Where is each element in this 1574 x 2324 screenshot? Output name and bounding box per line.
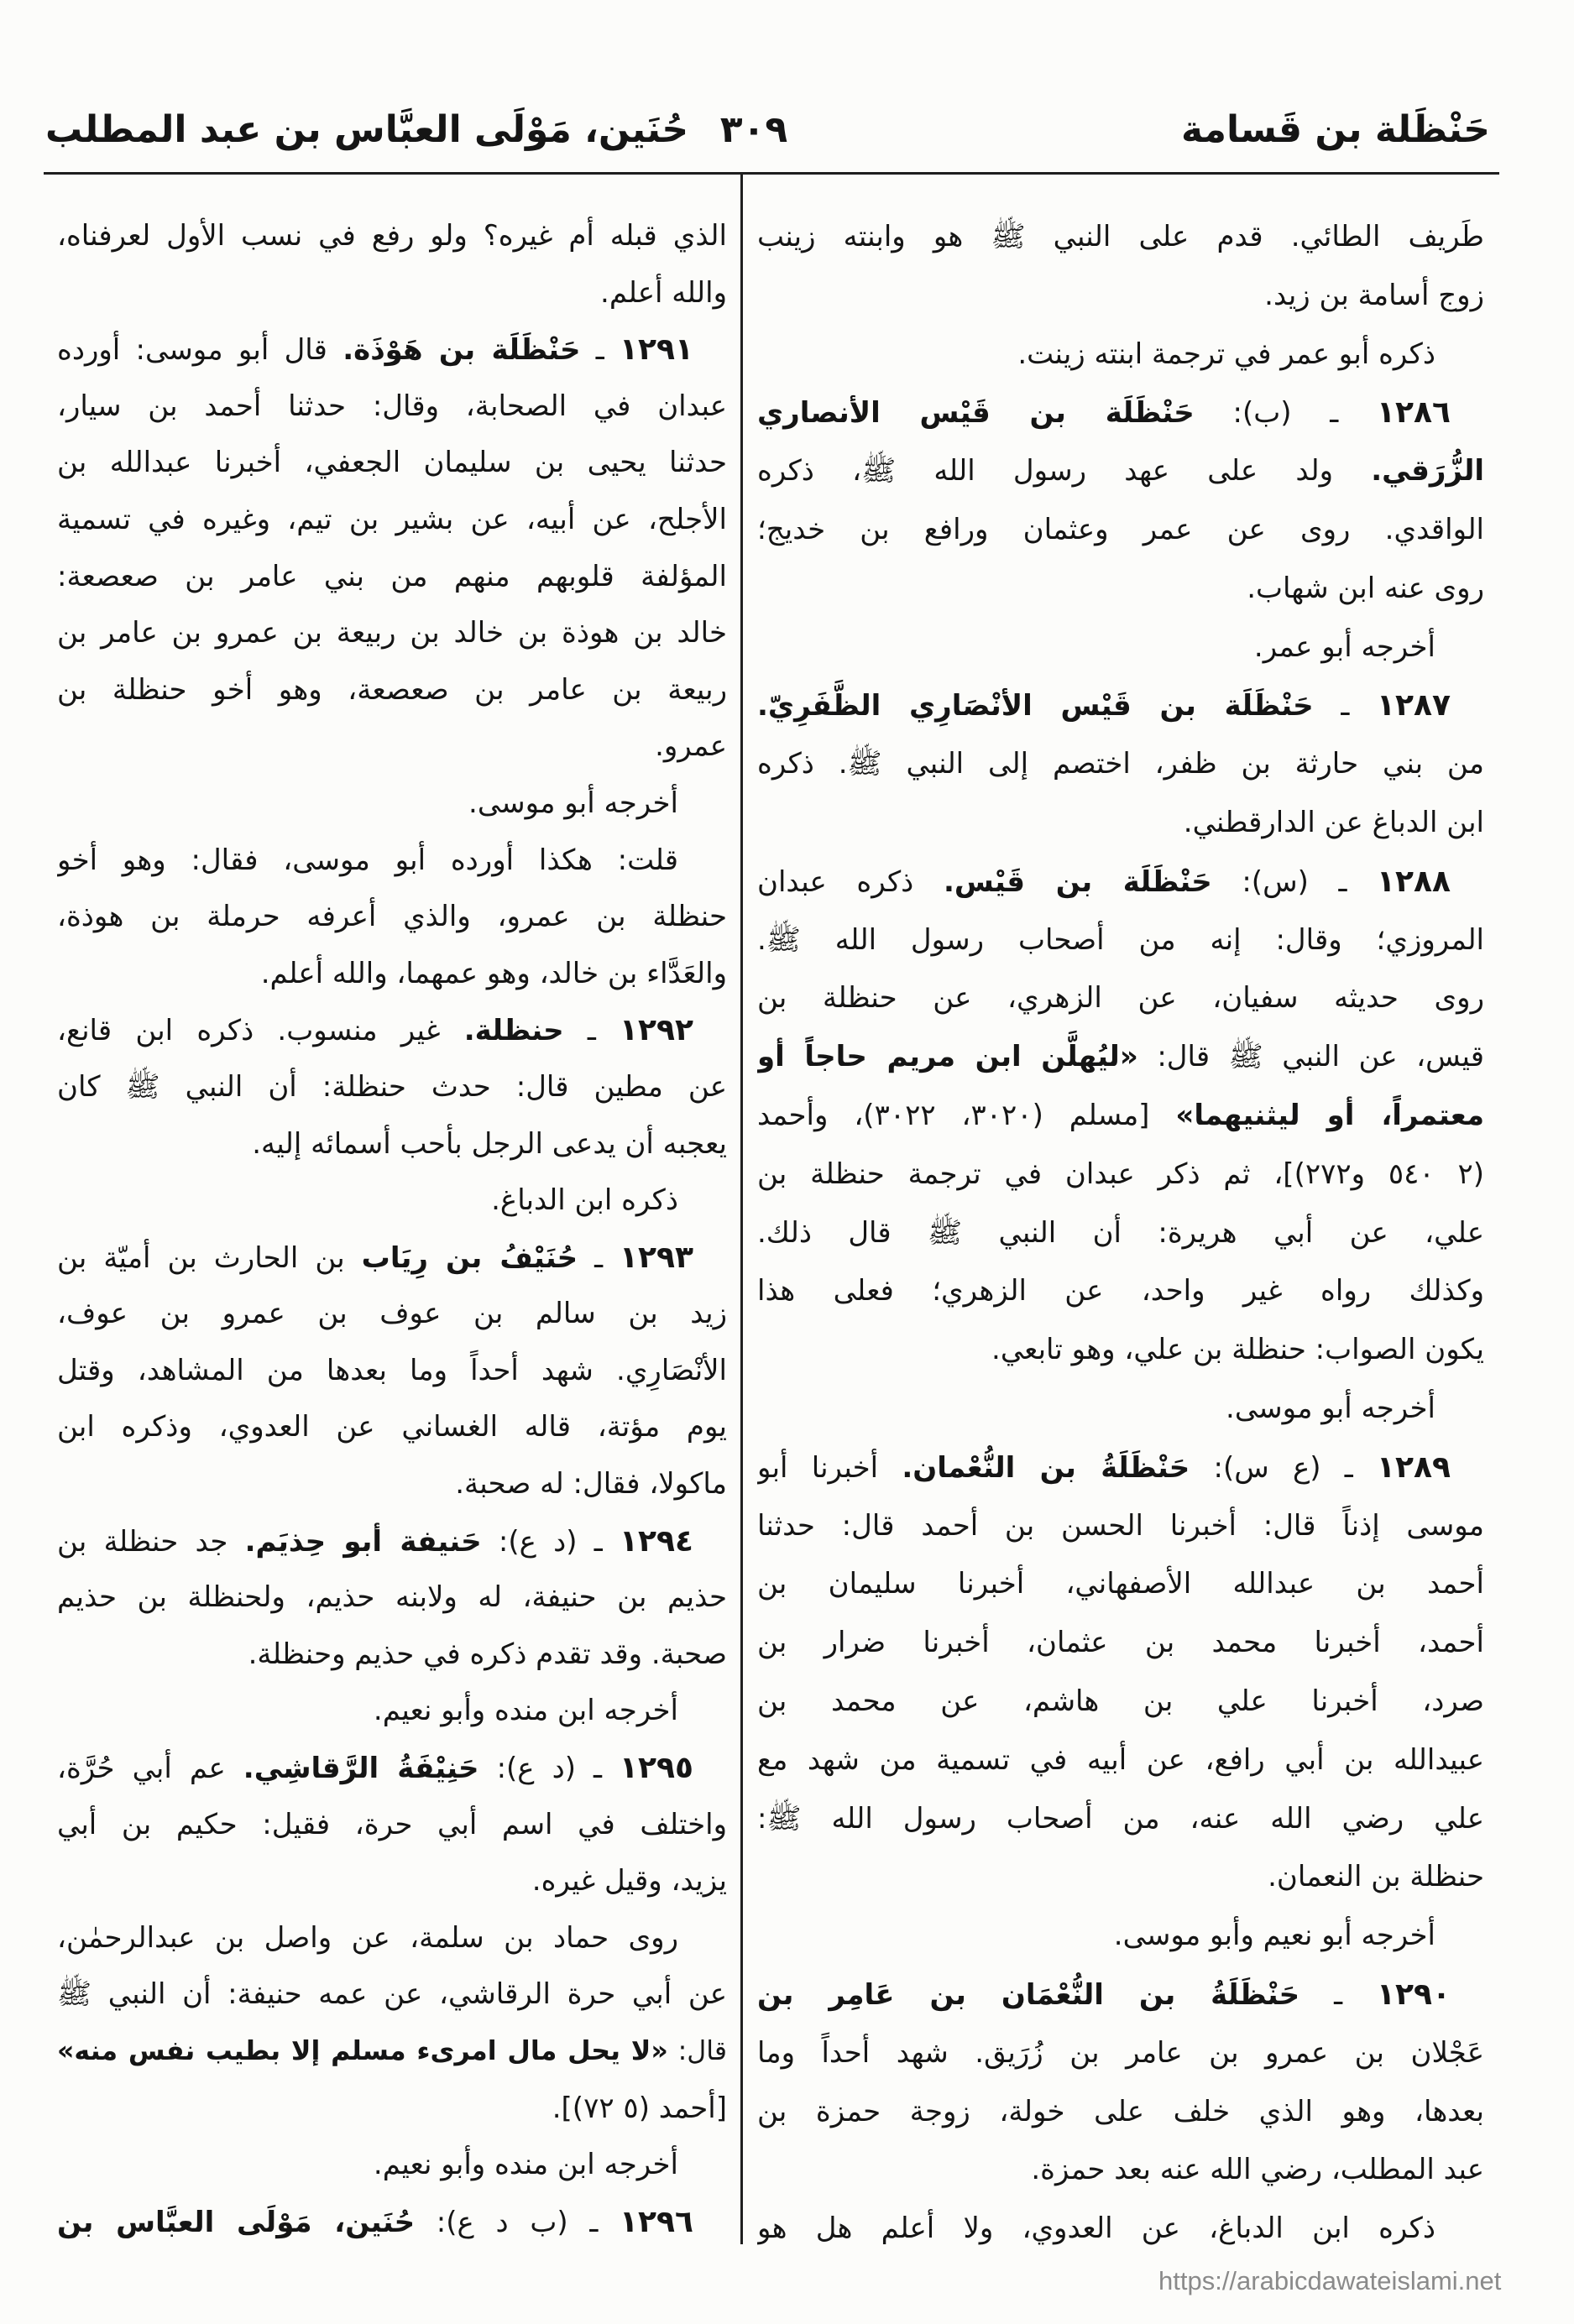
- text-line: [757, 1321, 1484, 1380]
- line-content: ذكره أبو عمر في ترجمة ابنته زينت.: [1017, 337, 1435, 371]
- text-line: [757, 442, 1484, 501]
- line-content: أخرجه أبو موسى.: [468, 786, 678, 820]
- entry-name: الزُّرَقي.: [1371, 454, 1484, 488]
- line-content: [757, 865, 1451, 899]
- text-line: [757, 384, 1484, 442]
- line-content: [57, 333, 693, 367]
- text-line: [757, 676, 1484, 735]
- line-content: زوج أسامة بن زيد.: [1264, 278, 1484, 312]
- text-line: [757, 969, 1484, 1028]
- text-line: [757, 1731, 1484, 1790]
- text-segment: ـ: [1299, 1977, 1378, 2012]
- text-line: [57, 1797, 727, 1854]
- line-content: وكذلك رواه غير واحد، عن الزهري؛ فعلى هذا: [757, 1274, 1484, 1308]
- text-line: [57, 1059, 727, 1116]
- line-content: [57, 2036, 727, 2066]
- hadith-quote: «لا يحل مال امرىء مسلم إلا بطيب نفس منه»: [57, 2036, 668, 2066]
- text-line: [757, 1497, 1484, 1556]
- text-line: [757, 267, 1484, 326]
- biography-entry: [757, 853, 1484, 1380]
- line-content: [57, 1752, 693, 1785]
- line-content: [57, 1014, 693, 1047]
- line-content: أخرجه ابن منده وأبو نعيم.: [373, 1694, 678, 1728]
- text-line: [57, 662, 727, 719]
- text-line: [757, 1848, 1484, 1907]
- text-line: [57, 1116, 727, 1173]
- line-content: علي، عن أبي هريرة: أن النبي ﷺ قال ذلك.: [757, 1215, 1484, 1250]
- entry-name: حَنْظَلَةُ بن النُّعْمان.: [902, 1450, 1190, 1485]
- line-content: يعجبه أن يدعى الرجل بأحب أسمائه إليه.: [252, 1126, 727, 1161]
- text-segment: ذكره عبدان: [757, 864, 944, 899]
- text-line: [57, 605, 727, 662]
- line-content: الذي قبله أم غيره؟ ولو رفع في نسب الأول لعرفناه،: [57, 219, 727, 253]
- text-line: [57, 492, 727, 549]
- hadith-quote: معتمراً، أو ليثنيهما»: [1175, 1098, 1484, 1132]
- text-line: [757, 1028, 1484, 1087]
- text-line: [57, 1910, 727, 1967]
- text-line: [57, 1740, 727, 1797]
- line-content: عبيدالله بن أبي رافع، عن أبيه في تسمية من شهد مع: [757, 1742, 1484, 1777]
- line-content: المؤلفة قلوبهم منهم من بني عامر بن صعصعة:: [57, 559, 727, 593]
- column-divider: [740, 175, 743, 2244]
- text-line: [757, 2200, 1484, 2259]
- text-line: [57, 1456, 727, 1513]
- text-line: [57, 379, 727, 436]
- line-content: (٢ ٥٤٠ و٢٧٢)]، ثم ذكر عبدان في ترجمة حنظلة بن: [757, 1157, 1484, 1191]
- text-segment: ـ (ع س):: [1190, 1450, 1378, 1485]
- text-segment: غير منسوب. ذكره ابن قانع،: [57, 1014, 464, 1048]
- header-rule: [44, 172, 1499, 175]
- text-line: [57, 1399, 727, 1456]
- header-first-entry: حَنْظَلة بن قَسامة: [1181, 108, 1490, 151]
- text-line: [57, 208, 727, 265]
- text-line: [757, 1907, 1484, 1966]
- text-segment: ـ: [1313, 689, 1378, 723]
- text-line: [757, 1262, 1484, 1321]
- text-segment: ـ (ب د ع):: [415, 2205, 620, 2239]
- text-line: [57, 265, 727, 322]
- line-content: الأنْصَارِي. شهد أحداً وما بعدها من المشاهد، وقتل: [57, 1353, 727, 1387]
- text-line: [757, 2024, 1484, 2083]
- text-line: [57, 549, 727, 606]
- line-content: روى حماد بن سلمة، عن واصل بن عبدالرحمٰن،: [57, 1920, 678, 1955]
- line-content: حدثنا يحيى بن سليمان الجعفي، أخبرنا عبدالله بن: [57, 446, 727, 480]
- line-content: يوم مؤتة، قاله الغساني عن العدوي، وذكره ابن: [57, 1410, 727, 1444]
- paragraph: [57, 776, 727, 833]
- line-content: عبدان في الصحابة، وقال: حدثنا أحمد بن سيار،: [57, 389, 727, 423]
- text-line: [757, 1146, 1484, 1204]
- line-content: عمرو.: [655, 729, 727, 764]
- line-content: أخرجه أبو نعيم وأبو موسى.: [1113, 1919, 1435, 1953]
- line-content: أحمد، أخبرنا محمد بن عثمان، أخبرنا ضرار بن: [757, 1626, 1484, 1660]
- entry-number: ١٢٩١: [620, 332, 693, 368]
- text-segment: ولد على عهد رسول الله ﷺ، ذكره: [757, 454, 1372, 488]
- text-line: [757, 735, 1484, 794]
- second-column: [57, 208, 727, 2250]
- entry-name: حَنِيْفَةُ الرَّقاشِي.: [243, 1752, 479, 1786]
- line-content: ابن الدباغ عن الدارقطني.: [1183, 805, 1484, 839]
- line-content: صحبة. وقد تقدم ذكره في حذيم وحنظلة.: [248, 1637, 727, 1671]
- entry-number: ١٢٩٣: [620, 1240, 694, 1275]
- text-line: [757, 1555, 1484, 1614]
- line-content: أخرجه أبو عمر.: [1253, 629, 1435, 664]
- text-line: [57, 833, 727, 890]
- line-content: أخرجه ابن منده وأبو نعيم.: [373, 2148, 678, 2182]
- paragraph: [757, 1380, 1484, 1439]
- text-line: [57, 1853, 727, 1910]
- paragraph: [57, 208, 727, 321]
- text-segment: ـ: [578, 1240, 620, 1275]
- text-line: [57, 321, 727, 379]
- entry-number: ١٢٨٨: [1377, 864, 1451, 899]
- entry-name: حَنْظَلَة بن قَيْس.: [943, 864, 1212, 899]
- entry-name: حُنَيْفُ بن رِيَاب: [361, 1240, 578, 1275]
- text-line: [57, 1230, 727, 1287]
- entry-number: ١٢٩٤: [620, 1523, 693, 1559]
- text-line: [57, 718, 727, 776]
- line-content: والعَدَّاء بن خالد، وهو عمهما، والله أعلم.: [260, 956, 727, 990]
- text-line: [57, 776, 727, 833]
- line-content: [757, 396, 1451, 430]
- line-content: ذكره ابن الدباغ، عن العدوي، ولا أعلم هل هو: [757, 2212, 1435, 2246]
- text-segment: [مسلم (٣٠٢٠، ٣٠٢٢)، وأحمد: [757, 1098, 1176, 1132]
- line-content: حنظلة بن عمرو، والذي أعرفه حرملة بن هوذة،: [57, 900, 727, 934]
- text-segment: جد حنظلة بن: [57, 1524, 245, 1559]
- text-line: [57, 1683, 727, 1740]
- text-segment: قال:: [667, 2036, 727, 2066]
- text-line: [757, 2141, 1484, 2200]
- line-content: روى عنه ابن شهاب.: [1247, 571, 1484, 605]
- page-number: ٣٠٩: [719, 108, 788, 151]
- line-content: أخرجه أبو موسى.: [1226, 1391, 1435, 1425]
- line-content: [757, 1040, 1484, 1073]
- text-line: [757, 1380, 1484, 1439]
- watermark-url: https://arabicdawateislami.net: [1158, 2266, 1502, 2295]
- text-line: [57, 1966, 727, 2024]
- first-column: [757, 208, 1484, 2259]
- entry-number: ١٢٩٦: [620, 2204, 693, 2239]
- text-line: [757, 1673, 1484, 1731]
- text-line: [757, 326, 1484, 384]
- text-line: [57, 1002, 727, 1059]
- line-content: [57, 1525, 693, 1559]
- line-content: واختلف في اسم أبي حرة، فقيل: حكيم بن أبي: [57, 1807, 727, 1841]
- line-content: خالد بن هوذة بن خالد بن ربيعة بن عمرو بن عامر بن: [57, 616, 727, 650]
- line-content: روى حديثه سفيان، عن الزهري، عن حنظلة بن: [757, 981, 1484, 1016]
- text-line: [57, 1286, 727, 1343]
- text-segment: ـ (د ع):: [481, 1524, 620, 1559]
- biography-entry: [57, 1513, 727, 1684]
- text-segment: ـ (ب):: [1194, 396, 1378, 431]
- line-content: ماكولا، فقال: له صحبة.: [455, 1467, 727, 1501]
- text-line: [757, 1966, 1484, 2024]
- text-line: [57, 1569, 727, 1627]
- paragraph: [57, 833, 727, 1003]
- text-line: [757, 560, 1484, 619]
- entry-number: ١٢٩٥: [620, 1751, 693, 1786]
- entry-number: ١٢٩٠: [1377, 1977, 1451, 2012]
- entry-name: حُنَين، مَوْلَى العبَّاس بن: [57, 2205, 416, 2239]
- biography-entry: [757, 1439, 1484, 1907]
- text-segment: أخبرنا أبو: [757, 1450, 902, 1485]
- biography-entry: [57, 1002, 727, 1172]
- header-last-entry: حُنَين، مَوْلَى العبَّاس بن عبد المطلب: [45, 108, 689, 151]
- biography-entry: [57, 2194, 727, 2251]
- text-line: [57, 2081, 727, 2138]
- line-content: علي رضي الله عنه، من أصحاب رسول الله ﷺ:: [757, 1801, 1484, 1836]
- text-line: [57, 435, 727, 492]
- line-content: موسى إذناً قال: أخبرنا الحسن بن أحمد قال: حدثنا: [757, 1508, 1484, 1543]
- text-line: [57, 2024, 727, 2081]
- line-content: [757, 1978, 1451, 2012]
- entry-name: حَنْظَلَة بن هَوْذَة.: [343, 333, 581, 368]
- text-segment: ـ: [580, 333, 620, 368]
- paragraph: [57, 1172, 727, 1230]
- text-line: [757, 853, 1484, 911]
- entry-number: ١٢٨٦: [1377, 395, 1451, 431]
- line-content: الأجلح، عن أبيه، عن بشير بن تيم، وغيره في تسمية: [57, 502, 727, 536]
- text-line: [57, 889, 727, 946]
- line-content: عن أبي حرة الرقاشي، عن عمه حنيفة: أن النبي ﷺ: [57, 1977, 727, 2012]
- paragraph: [757, 619, 1484, 677]
- entry-number: ١٢٩٢: [620, 1013, 693, 1048]
- line-content: عبد المطلب، رضي الله عنه بعد حمزة.: [1031, 2153, 1484, 2187]
- text-segment: ـ (س):: [1211, 864, 1378, 899]
- line-content: [757, 689, 1451, 723]
- biography-entry: [57, 1230, 727, 1513]
- line-content: من بني حارثة بن ظفر، اختصم إلى النبي ﷺ. ذكره: [757, 747, 1484, 781]
- line-content: [757, 454, 1484, 488]
- paragraph: [757, 326, 1484, 384]
- line-content: ذكره ابن الدباغ.: [491, 1183, 678, 1218]
- line-content: زيد بن سالم بن عوف بن عمرو بن عوف،: [57, 1297, 727, 1331]
- line-content: المروزي؛ وقال: إنه من أصحاب رسول الله ﷺ.: [757, 922, 1484, 957]
- biography-entry: [57, 321, 727, 776]
- hadith-quote: «ليُهلَّن ابن مريم حاجاً أو: [757, 1040, 1138, 1074]
- paragraph: [757, 2200, 1484, 2259]
- paragraph: [757, 1907, 1484, 1966]
- text-line: [57, 2194, 727, 2251]
- line-content: قلت: هكذا أورده أبو موسى، فقال: وهو أخو: [57, 843, 678, 877]
- line-content: حنظلة بن النعمان.: [1268, 1860, 1484, 1894]
- text-segment: قال أبو موسى: أورده: [57, 333, 343, 368]
- text-segment: بن الحارث بن أميّة بن: [57, 1240, 362, 1275]
- text-line: [57, 1343, 727, 1400]
- line-content: [أحمد (٥ ٧٢)].: [552, 2091, 727, 2125]
- text-line: [757, 911, 1484, 970]
- text-line: [57, 1627, 727, 1684]
- text-line: [757, 2083, 1484, 2142]
- text-line: [757, 794, 1484, 853]
- entry-name: حنظلة.: [463, 1014, 564, 1048]
- line-content: عَجْلان بن عمرو بن عامر بن زُرَيق. شهد أحداً وما: [757, 2035, 1484, 2070]
- text-line: [757, 1439, 1484, 1497]
- text-line: [757, 619, 1484, 677]
- entry-number: ١٢٨٩: [1377, 1449, 1451, 1485]
- entry-number: ١٢٨٧: [1377, 688, 1451, 723]
- biography-entry: [757, 676, 1484, 852]
- text-line: [57, 1513, 727, 1570]
- text-segment: عم أبي حُرَّة،: [57, 1752, 243, 1786]
- text-line: [57, 1172, 727, 1230]
- biography-entry: [757, 1966, 1484, 2200]
- line-content: عن مطين قال: حدث حنظلة: أن النبي ﷺ كان: [57, 1069, 727, 1104]
- line-content: حذيم بن حنيفة، له ولابنه حذيم، ولحنظلة بن حذيم: [57, 1580, 727, 1615]
- text-line: [57, 2137, 727, 2194]
- line-content: والله أعلم.: [600, 275, 727, 310]
- entry-name: حَنْظَلَة بن قَيْس الأنصاري: [757, 396, 1195, 431]
- paragraph: [57, 1910, 727, 2137]
- line-content: يكون الصواب: حنظلة بن علي، وهو تابعي.: [991, 1333, 1484, 1367]
- text-line: [757, 1790, 1484, 1849]
- text-line: [757, 1614, 1484, 1673]
- line-content: بعدها، وهو الذي خلف على خولة، زوجة حمزة بن: [757, 2094, 1484, 2128]
- text-line: [757, 1204, 1484, 1263]
- text-line: [757, 208, 1484, 267]
- entry-name: حَنيفة أبو حِذيَم.: [244, 1524, 482, 1559]
- line-content: [57, 2206, 693, 2239]
- line-content: ربيعة بن عامر بن صعصعة، وهو أخو حنظلة بن: [57, 672, 727, 707]
- text-line: [57, 946, 727, 1003]
- line-content: [757, 1451, 1451, 1485]
- text-segment: قيس، عن النبي ﷺ قال:: [1137, 1040, 1484, 1074]
- text-segment: ـ (د ع):: [478, 1752, 620, 1786]
- text-segment: ـ: [563, 1014, 620, 1048]
- line-content: الواقدي. روى عن عمر وعثمان ورافع بن خديج؛: [757, 512, 1484, 546]
- biography-entry: [57, 1740, 727, 1910]
- line-content: [57, 1241, 693, 1275]
- paragraph: [757, 208, 1484, 326]
- paragraph: [57, 1683, 727, 1740]
- line-content: يزيد، وقيل غيره.: [531, 1864, 727, 1898]
- entry-name: حَنْظَلَة بن قَيْس الأنْصَارِي الظَّفَرِيّ.: [757, 689, 1314, 723]
- line-content: [757, 1099, 1484, 1132]
- text-line: [757, 501, 1484, 560]
- line-content: طَريف الطائي. قدم على النبي ﷺ هو وابنته زينب: [757, 220, 1484, 253]
- biography-entry: [757, 384, 1484, 618]
- paragraph: [57, 2137, 727, 2194]
- line-content: أحمد بن عبدالله الأصفهاني، أخبرنا سليمان بن: [757, 1567, 1484, 1601]
- entry-name: حَنْظَلَةُ بن النُّعْمَان بن عَامِر بن: [757, 1977, 1300, 2012]
- line-content: صرد، أخبرنا علي بن هاشم، عن محمد بن: [757, 1684, 1484, 1718]
- text-line: [757, 1087, 1484, 1146]
